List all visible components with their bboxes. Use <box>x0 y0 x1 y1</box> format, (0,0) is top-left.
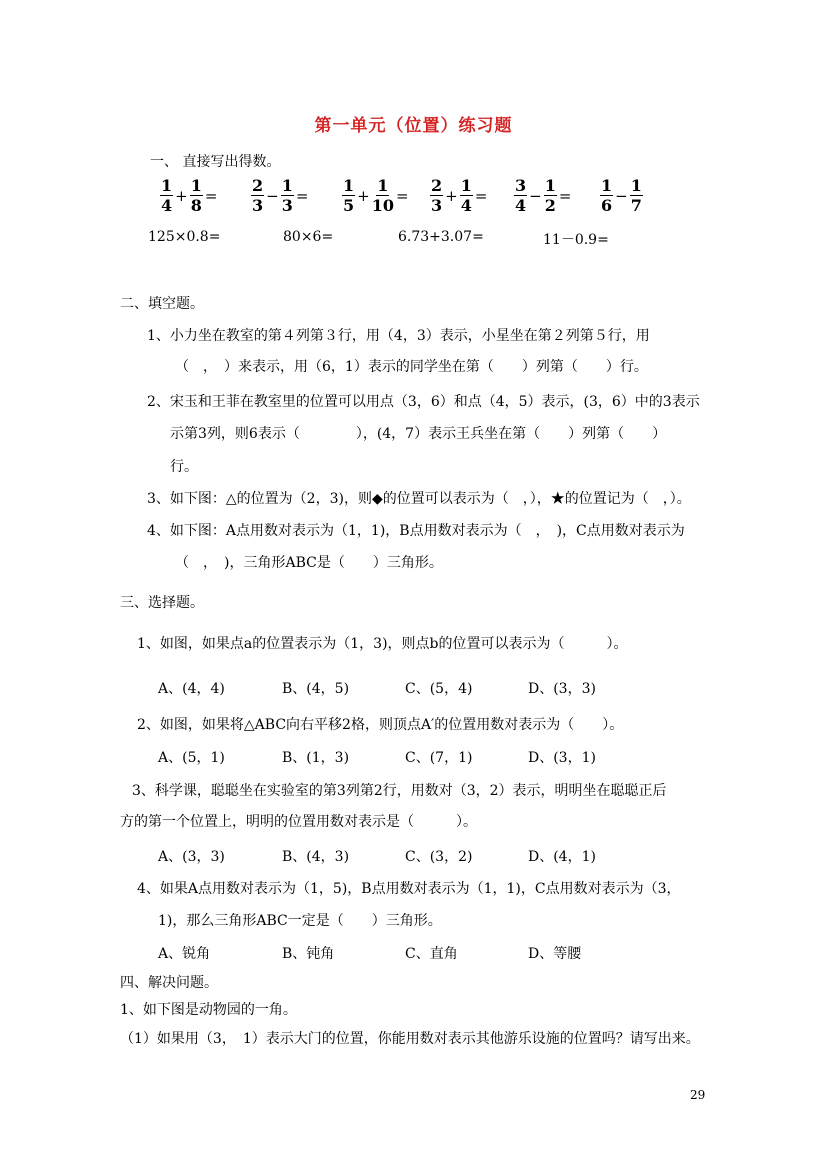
operator: + <box>175 186 188 205</box>
section3-heading: 三、选择题。 <box>120 595 204 611</box>
numerator: 1 <box>377 176 389 195</box>
equals: = <box>395 186 409 205</box>
numerator: 2 <box>252 176 264 195</box>
fraction-problem-4 <box>430 176 489 215</box>
choice-q4-line1: 4、如果A点用数对表示为（1，5)，B点用数对表示为（1，1)，C点用数对表示为（3， <box>137 881 681 897</box>
choice-q1-option-d: D、(3，3) <box>528 681 596 697</box>
choice-q1: 1、如图，如果点a的位置表示为（1，3)，则点b的位置可以表示为（ ）。 <box>137 636 628 652</box>
page-number: 29 <box>690 1088 706 1102</box>
equals: = <box>204 186 218 205</box>
numerator: 1 <box>161 176 173 195</box>
operator: − <box>266 186 279 205</box>
choice-q1-option-a: A、(4，4) <box>158 681 225 697</box>
operator: + <box>357 186 370 205</box>
fraction-problem-2 <box>251 176 310 215</box>
denominator: 4 <box>460 196 472 215</box>
section2-heading: 二、填空题。 <box>120 296 204 312</box>
fill-q2-line3: 行。 <box>170 459 198 475</box>
section1-heading: 一、 直接写出得数。 <box>150 154 281 170</box>
choice-q3-option-c: C、(3，2) <box>405 849 473 865</box>
numerator: 1 <box>460 176 472 195</box>
decimal-problem-4: 11－0.9= <box>543 232 609 248</box>
denominator: 10 <box>371 196 394 215</box>
denominator: 7 <box>630 196 642 215</box>
choice-q4-option-b: B、钝角 <box>282 946 335 962</box>
choice-q2: 2、如图，如果将△ABC向右平移2格，则顶点A′的位置用数对表示为（ ）。 <box>137 717 624 733</box>
fill-q1-line2: （ ， ）来表示，用（6，1）表示的同学坐在第（ ）列第（ ）行。 <box>175 359 648 375</box>
denominator: 4 <box>515 196 527 215</box>
choice-q3-line1: 3、科学课，聪聪坐在实验室的第3列第2行，用数对（3，2）表示，明明坐在聪聪正后 <box>132 783 667 799</box>
operator: + <box>445 186 458 205</box>
numerator: 1 <box>544 176 556 195</box>
choice-q3-option-a: A、(3，3) <box>158 849 225 865</box>
denominator: 4 <box>161 196 173 215</box>
denominator: 8 <box>190 196 202 215</box>
decimal-problem-1: 125×0.8= <box>148 229 221 245</box>
fill-q2-line1: 2、宋玉和王菲在教室里的位置可以用点（3，6）和点（4，5）表示，(3，6）中的3表示 <box>147 394 700 410</box>
choice-q2-option-d: D、(3，1) <box>528 750 596 766</box>
page-title: 第一单元（位置）练习题 <box>314 116 513 136</box>
numerator: 1 <box>630 176 642 195</box>
fill-q2-line2: 示第3列，则6表示（ ），(4，7）表示王兵坐在第（ ）列第（ ） <box>170 426 667 442</box>
denominator: 3 <box>252 196 264 215</box>
choice-q1-option-c: C、(5，4) <box>405 681 473 697</box>
fraction-problem-5 <box>514 176 573 215</box>
denominator: 2 <box>544 196 556 215</box>
denominator: 5 <box>343 196 355 215</box>
choice-q4-option-c: C、直角 <box>405 946 458 962</box>
choice-q3-option-d: D、(4，1) <box>528 849 596 865</box>
equals: = <box>558 186 572 205</box>
numerator: 2 <box>431 176 443 195</box>
fill-q1-line1: 1、小力坐在教室的第４列第３行，用（4，3）表示，小星坐在第２列第５行，用 <box>147 328 650 344</box>
fill-q4-line2: （ ， )，三角形ABC是（ ）三角形。 <box>175 555 443 571</box>
choice-q4-option-a: A、锐角 <box>158 946 211 962</box>
choice-q2-option-a: A、(5，1) <box>158 750 225 766</box>
denominator: 3 <box>281 196 293 215</box>
fraction-problem-6 <box>600 176 647 215</box>
choice-q2-option-b: B、(1，3) <box>282 750 350 766</box>
problem-q1: 1、如下图是动物园的一角。 <box>120 1002 297 1018</box>
choice-q4-line2: 1)，那么三角形ABC一定是（ ）三角形。 <box>158 913 442 929</box>
operator: − <box>529 186 542 205</box>
denominator: 6 <box>601 196 613 215</box>
fraction-problem-3 <box>342 176 411 215</box>
operator: − <box>615 186 628 205</box>
decimal-problem-2: 80×6= <box>283 229 334 245</box>
decimal-problem-3: 6.73+3.07= <box>398 229 484 245</box>
numerator: 1 <box>281 176 293 195</box>
choice-q2-option-c: C、(7，1) <box>405 750 473 766</box>
section4-heading: 四、解决问题。 <box>120 975 218 991</box>
denominator: 3 <box>431 196 443 215</box>
choice-q3-line2: 方的第一个位置上，明明的位置用数对表示是（ ）。 <box>120 814 477 830</box>
problem-q1-sub1: （1）如果用（3， 1）表示大门的位置，你能用数对表示其他游乐设施的位置吗？请写出来。 <box>120 1031 700 1047</box>
equals: = <box>474 186 488 205</box>
choice-q4-option-d: D、等腰 <box>528 946 582 962</box>
numerator: 3 <box>515 176 527 195</box>
fill-q3-line1: 3、如下图：△的位置为（2，3)，则◆的位置可以表示为（ ，），★的位置记为（ ，）。 <box>147 491 691 507</box>
equals: = <box>295 186 309 205</box>
numerator: 1 <box>190 176 202 195</box>
numerator: 1 <box>601 176 613 195</box>
numerator: 1 <box>343 176 355 195</box>
choice-q3-option-b: B、(4，3) <box>282 849 350 865</box>
fill-q4-line1: 4、如下图：A点用数对表示为（1，1)，B点用数对表示为（ ， )，C点用数对表示为 <box>147 523 685 539</box>
fraction-problem-1 <box>160 176 219 215</box>
choice-q1-option-b: B、(4，5) <box>282 681 350 697</box>
